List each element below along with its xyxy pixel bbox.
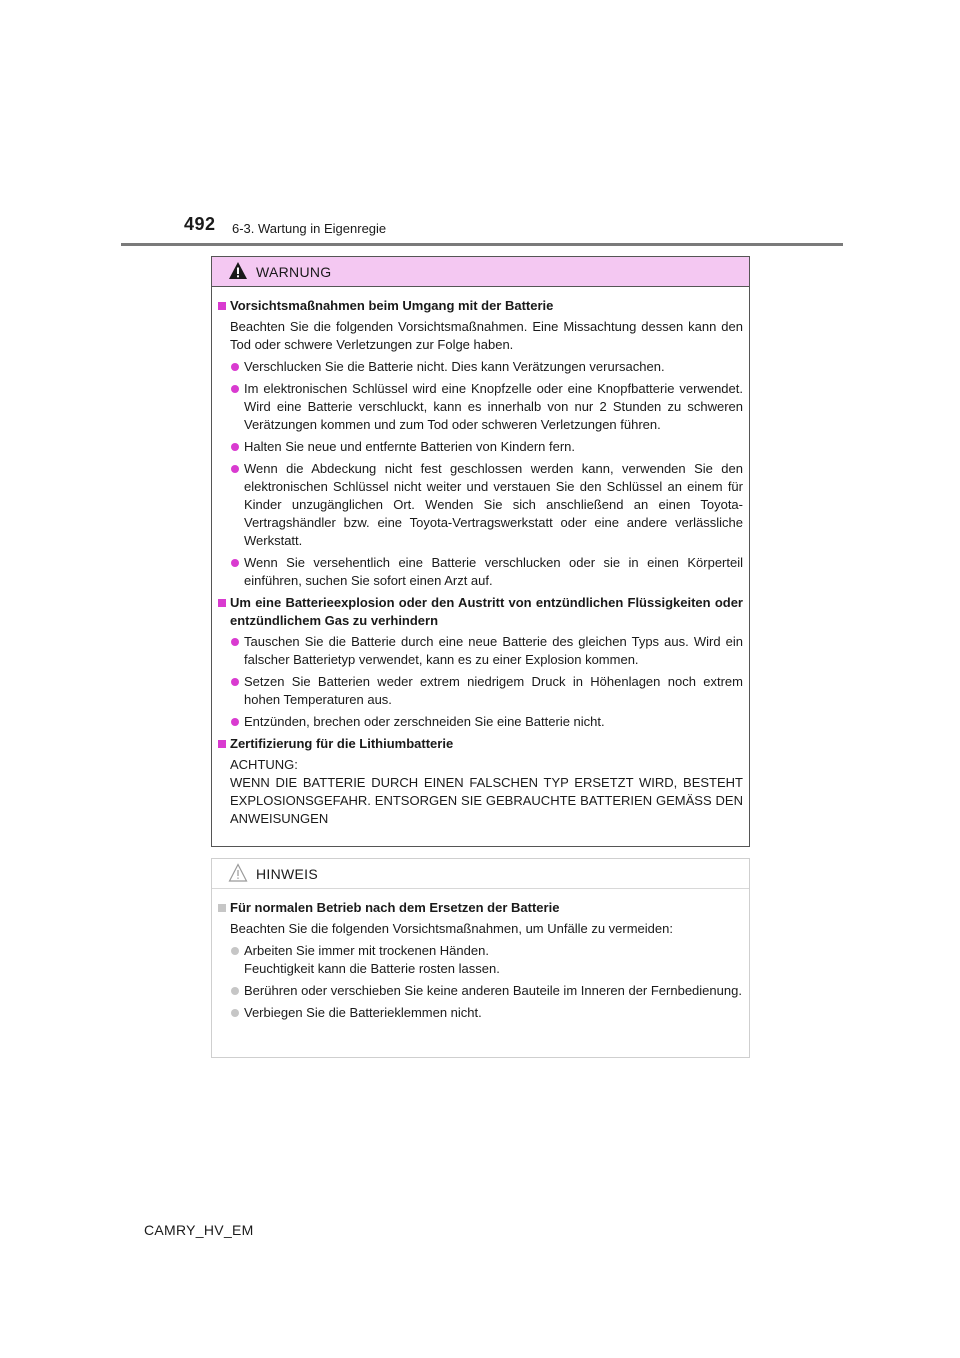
page-number: 492 <box>184 214 216 234</box>
bullet-item: Verbiegen Sie die Batterieklemmen nicht. <box>218 1004 743 1022</box>
bullet-dot-icon <box>231 947 239 955</box>
warning-triangle-icon <box>228 261 248 281</box>
notice-label: HINWEIS <box>256 866 318 882</box>
bullet-dot-icon <box>231 443 239 451</box>
square-bullet-icon <box>218 302 226 310</box>
warning-section-heading: Vorsichtsmaßnahmen beim Umgang mit der Batterie <box>218 297 743 315</box>
bullet-dot-icon <box>231 559 239 567</box>
square-bullet-icon <box>218 740 226 748</box>
bullet-dot-icon <box>231 385 239 393</box>
bullet-item: Berühren oder verschieben Sie keine anderen Bauteile im Inneren der Fernbedienung. <box>218 982 743 1000</box>
warning-body <box>212 287 749 828</box>
notice-header <box>212 859 749 889</box>
bullet-item: Arbeiten Sie immer mit trockenen Händen. Feuchtigkeit kann die Batterie rosten lassen. <box>218 942 743 978</box>
notice-body <box>212 889 749 1022</box>
bullet-dot-icon <box>231 465 239 473</box>
bullet-item: Halten Sie neue und entfernte Batterien von Kindern fern. <box>218 438 743 456</box>
bullet-dot-icon <box>231 987 239 995</box>
bullet-dot-icon <box>231 1009 239 1017</box>
bullet-item: Tauschen Sie die Batterie durch eine neue Batterie des gleichen Typs aus. Wird ein falscher Batterietyp verwendet, kann es zu einer Explosion kommen. <box>218 633 743 669</box>
bullet-item: Verschlucken Sie die Batterie nicht. Dies kann Verätzungen verursachen. <box>218 358 743 376</box>
warning-section-heading: Zertifizierung für die Lithiumbatterie <box>218 735 743 753</box>
bullet-item: Entzünden, brechen oder zerschneiden Sie eine Batterie nicht. <box>218 713 743 731</box>
notice-heading: Für normalen Betrieb nach dem Ersetzen der Batterie <box>218 899 743 917</box>
warning-header <box>212 257 749 287</box>
square-bullet-icon <box>218 904 226 912</box>
header-divider <box>121 243 843 246</box>
bullet-dot-icon <box>231 363 239 371</box>
warning-section-heading: Um eine Batterieexplosion oder den Austritt von entzündlichen Flüssigkeiten oder entzündlichem Gas zu verhindern <box>218 594 743 630</box>
notice-box <box>211 858 750 1058</box>
footer-model-code: CAMRY_HV_EM <box>144 1222 254 1238</box>
bullet-dot-icon <box>231 678 239 686</box>
bullet-item: Wenn Sie versehentlich eine Batterie verschlucken oder sie in einen Körperteil einführen, suchen Sie sofort einen Arzt auf. <box>218 554 743 590</box>
notice-text: Beachten Sie die folgenden Vorsichtsmaßnahmen, um Unfälle zu vermeiden: <box>230 921 673 936</box>
bullet-item: Im elektronischen Schlüssel wird eine Knopfzelle oder eine Knopfbatterie verwendet. Wird eine Batterie verschluckt, kann es innerhalb von nur 2 Stunden zu schweren Verätzungen kommen und zum Tod oder schweren Verletzungen führen. <box>218 380 743 434</box>
bullet-item: Setzen Sie Batterien weder extrem niedrigem Druck in Höhenlagen noch extrem hohen Temperaturen aus. <box>218 673 743 709</box>
certification-text: ACHTUNG: WENN DIE BATTERIE DURCH EINEN FALSCHEN TYP ERSETZT WIRD, BESTEHT EXPLOSIONSGEFAHR. ENTSORGEN SIE GEBRAUCHTE BATTERIEN GEMÄSS DEN ANWEISUNGEN <box>230 757 743 826</box>
warning-label: WARNUNG <box>256 264 332 280</box>
warning-section-text: Beachten Sie die folgenden Vorsichtsmaßnahmen. Eine Missachtung dessen kann den Tod oder schwere Verletzungen zur Folge haben. <box>230 319 743 352</box>
square-bullet-icon <box>218 599 226 607</box>
bullet-item: Wenn die Abdeckung nicht fest geschlossen werden kann, verwenden Sie den elektronischen Schlüssel nicht weiter und verstauen Sie den Schlüssel an einem für Kinder unzugänglichen Ort. Wenden Sie sich anschließend an einen Toyota-Vertragshändler bzw. eine Toyota-Vertragswerkstatt oder eine andere verlässliche Werkstatt. <box>218 460 743 550</box>
section-title: 6-3. Wartung in Eigenregie <box>232 221 387 236</box>
warning-box <box>211 256 750 847</box>
bullet-dot-icon <box>231 718 239 726</box>
bullet-dot-icon <box>231 638 239 646</box>
notice-triangle-icon <box>228 863 248 883</box>
